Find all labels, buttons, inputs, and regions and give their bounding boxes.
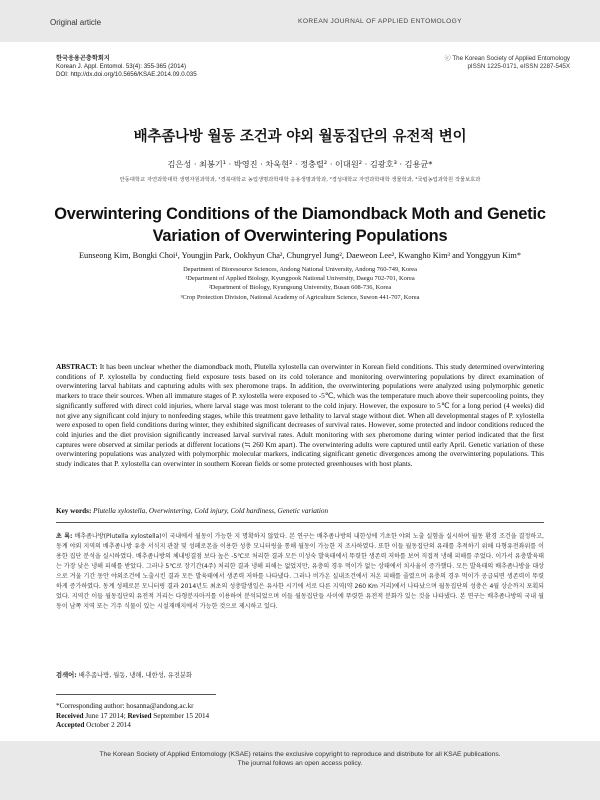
accepted-label: Accepted bbox=[56, 721, 85, 729]
accepted-line bbox=[56, 721, 456, 731]
affiliation-line: ³Crop Protection Division, National Academy of Agriculture Science, Suwon 441-707, Korea bbox=[180, 293, 420, 301]
korean-keywords bbox=[56, 670, 544, 679]
affiliation-line: ²Department of Biology, Kyungsung University, Busan 608-736, Korea bbox=[208, 284, 392, 292]
korean-title: 배추좀나방 월동 조건과 야외 월동집단의 유전적 변이 bbox=[133, 129, 467, 145]
copyright-notice: ⓒ The Korean Society of Applied Entomology bbox=[444, 55, 570, 62]
abstract-text: It has been unclear whether the diamondback moth, Plutella xylostella can overwinter in Korean field conditions. This study determined overwintering conditions of P. xylostella by conducting field exposure tests based on its cold tolerance and monitoring overwintering populations by direct examination of overwintering larval habitats and capturing adults with sex pheromone traps. In addition, the overwintering populations were analyzed using polymorphic genetic markers to trace their sources. When all immature stages of P. xylostella were exposed to -5℃, which was the temperature much above their supercooling points, they significantly suffered with direct cold injuries, where larval stage was most tolerant to the cold injury. However, the exposure to 5℃ for a long period (4 weeks) did not give any significant cold injury to nonfeeding stages, while this treatment gave lethality to larval stage without diet. When all developmental stages of P. xylostella were exposed to open field conditions during winter, they exhibited significant decreases of survival rates. However, some protected and indoor conditions reduced the cold injuries and the diet provision significantly increased larval survival rates. Adult monitoring with sex pheromone during winter period indicated that the first captures were observed at similar periods at different locations (≒ 260 Km apart). The overwintering adults were captured until early April. Genetic variation of these overwintering populations was analyzed with polymorphic molecular markers, indicating significant genetic divergences among the overwintering populations. This study indicates that P. xylostella can overwinter in southern Korean fields or some protected greenhouses with host plants. bbox=[56, 362, 544, 469]
english-title: Overwintering Conditions of the Diamondback Moth and Genetic Variation of Overwintering Populations bbox=[54, 205, 546, 245]
society-block bbox=[360, 55, 570, 71]
korean-affiliations: 안동대학교 자연과학대학 생명자원과학과, ¹경북대학교 농업생명과학대학 응용생명과학과, ²경성대학교 자연과학대학 생물학과, ³국립농업과학원 작물보호과 bbox=[119, 177, 481, 183]
keywords bbox=[56, 507, 544, 515]
affiliation-line: ¹Department of Applied Biology, Kyungpook National University, Daegu 702-701, Korea bbox=[185, 275, 415, 283]
journal-citation: Korean J. Appl. Entomol. 53(4): 355-365 (2014) bbox=[56, 63, 187, 70]
abstract-label: ABSTRACT: bbox=[56, 362, 98, 371]
korean-keywords-label: 검색어: bbox=[56, 672, 77, 679]
footnote-divider bbox=[56, 694, 216, 695]
citation-block bbox=[56, 55, 316, 79]
article-type: Original article bbox=[50, 18, 102, 27]
footer-banner bbox=[0, 741, 600, 800]
corresponding-author-email[interactable]: hosanna@andong.ac.kr bbox=[126, 702, 194, 710]
korean-authors: 김은성 · 최봉기¹ · 박영진 · 차욱현² · 정충렬² · 이대원² · 김광호³ · 김용균* bbox=[167, 159, 433, 169]
doi-link[interactable]: DOI: http://dx.doi.org/10.5656/KSAE.2014.09.0.035 bbox=[56, 71, 197, 78]
korean-abstract-text: 배추좀나방(Plutella xylostella)이 국내에서 월동이 가능한 지 명확하지 않았다. 본 연구는 배추좀나방의 내한성에 기초한 야외 노출 실험을 실시하여 월동 환경 조건을 결정하고, 동계 야외 지역의 배추좀나방 유충 서식지 관찰 및 성페로몬을 이용한 성충 모니터링을 통해 월동이 가능한 지 조사하였다. 또한 이들 월동집단의 유래를 추적하기 위해 다형유전좌위를 이용한 집단 분석을 실시하였다. 배추좀나방의 체내빙결점 보다 높은 -5℃로 처리한 결과 모든 미성숙 발육태에서 뚜렷한 생존력 저하를 보여 직접적 냉해 피해를 주었다. 이가서 유충발육태는 가장 낮은 냉해 피해를 받았다. 그러나 5℃로 장기간(4주) 처리한 결과 냉해 피해는 없었지만, 유충의 경우 먹이가 없는 상태에서 치사율이 증가했다. 모든 발육태의 배추좀나방을 대상으로 겨울 기간 동안 야외조건에 노출시킨 결과 모든 발육태에서 생존력 저하를 나타냈다. 그러나 비가온 실내조건에서 저온 피해를 줄였으며 유충의 경우 먹이가 공급되면 생존력이 뚜렷하게 증가하였다. 동계 성페로몬 모니터링 결과 2014년도 최초의 성충발생일은 유사한 시기에 서로 다른 지역(약 260 Km 거리)에서 나타났으며 월동집단의 성충은 4월 상순까지 포획되었다. 지역간 이들 월동집단의 유전적 거리는 다형분자마커를 이용하여 분석되었으며 이들 월동집단들 사이에 뚜렷한 유전적 분화가 있는 것을 나타냈다. 본 연구는 배추좀나방의 국내 월동이 남쪽 지역 또는 기주 식물이 있는 시설재배지에서 가능한 것으로 제시하고 있다. bbox=[56, 533, 544, 610]
footer-copyright-line: The Korean Society of Applied Entomology (KSAE) retains the exclusive copyright to reproduce and distribute for all KSAE publications. bbox=[99, 751, 501, 758]
keywords-label: Key words: bbox=[56, 507, 92, 515]
revised-date: September 15 2014 bbox=[153, 711, 210, 720]
issn: pISSN 1225-0171, eISSN 2287-545X bbox=[467, 63, 570, 70]
received-label: Received bbox=[56, 711, 84, 720]
korean-abstract-label: 초 록: bbox=[56, 533, 73, 540]
corresponding-author-label: *Corresponding author: bbox=[56, 702, 125, 710]
footer-text bbox=[90, 750, 510, 768]
korean-abstract bbox=[56, 532, 544, 612]
corresponding-author-line bbox=[56, 702, 456, 712]
keywords-text: Plutella xylostella, Overwintering, Cold injury, Cold hardiness, Genetic variation bbox=[93, 507, 329, 515]
received-date: June 17 2014 bbox=[85, 711, 124, 720]
journal-name: KOREAN JOURNAL OF APPLIED ENTOMOLOGY bbox=[298, 18, 462, 25]
english-affiliations bbox=[40, 265, 560, 302]
journal-korean-name: 한국응용곤충학회지 bbox=[56, 55, 110, 62]
accepted-date: October 2 2014 bbox=[86, 721, 131, 729]
top-banner bbox=[0, 0, 600, 42]
revised-label: Revised bbox=[127, 711, 152, 720]
correspondence-block bbox=[56, 702, 456, 731]
affiliation-line: Department of Bioresource Sciences, Andong National University, Andong 760-749, Korea bbox=[183, 266, 417, 273]
abstract bbox=[56, 362, 544, 469]
received-revised-line: Received June 17 2014; Revised September 15 2014 bbox=[56, 711, 210, 720]
footer-open-access-line: The journal follows an open access policy. bbox=[237, 760, 363, 767]
section-divider bbox=[56, 522, 544, 523]
english-authors: Eunseong Kim, Bongki Choi¹, Youngjin Park, Ookhyun Cha², Chungryel Jung², Daeweon Lee², Kwangho Kim³ and Yonggyun Kim* bbox=[78, 251, 521, 260]
korean-keywords-text: 배추좀나방, 월동, 냉해, 내한성, 유전분화 bbox=[78, 672, 193, 679]
